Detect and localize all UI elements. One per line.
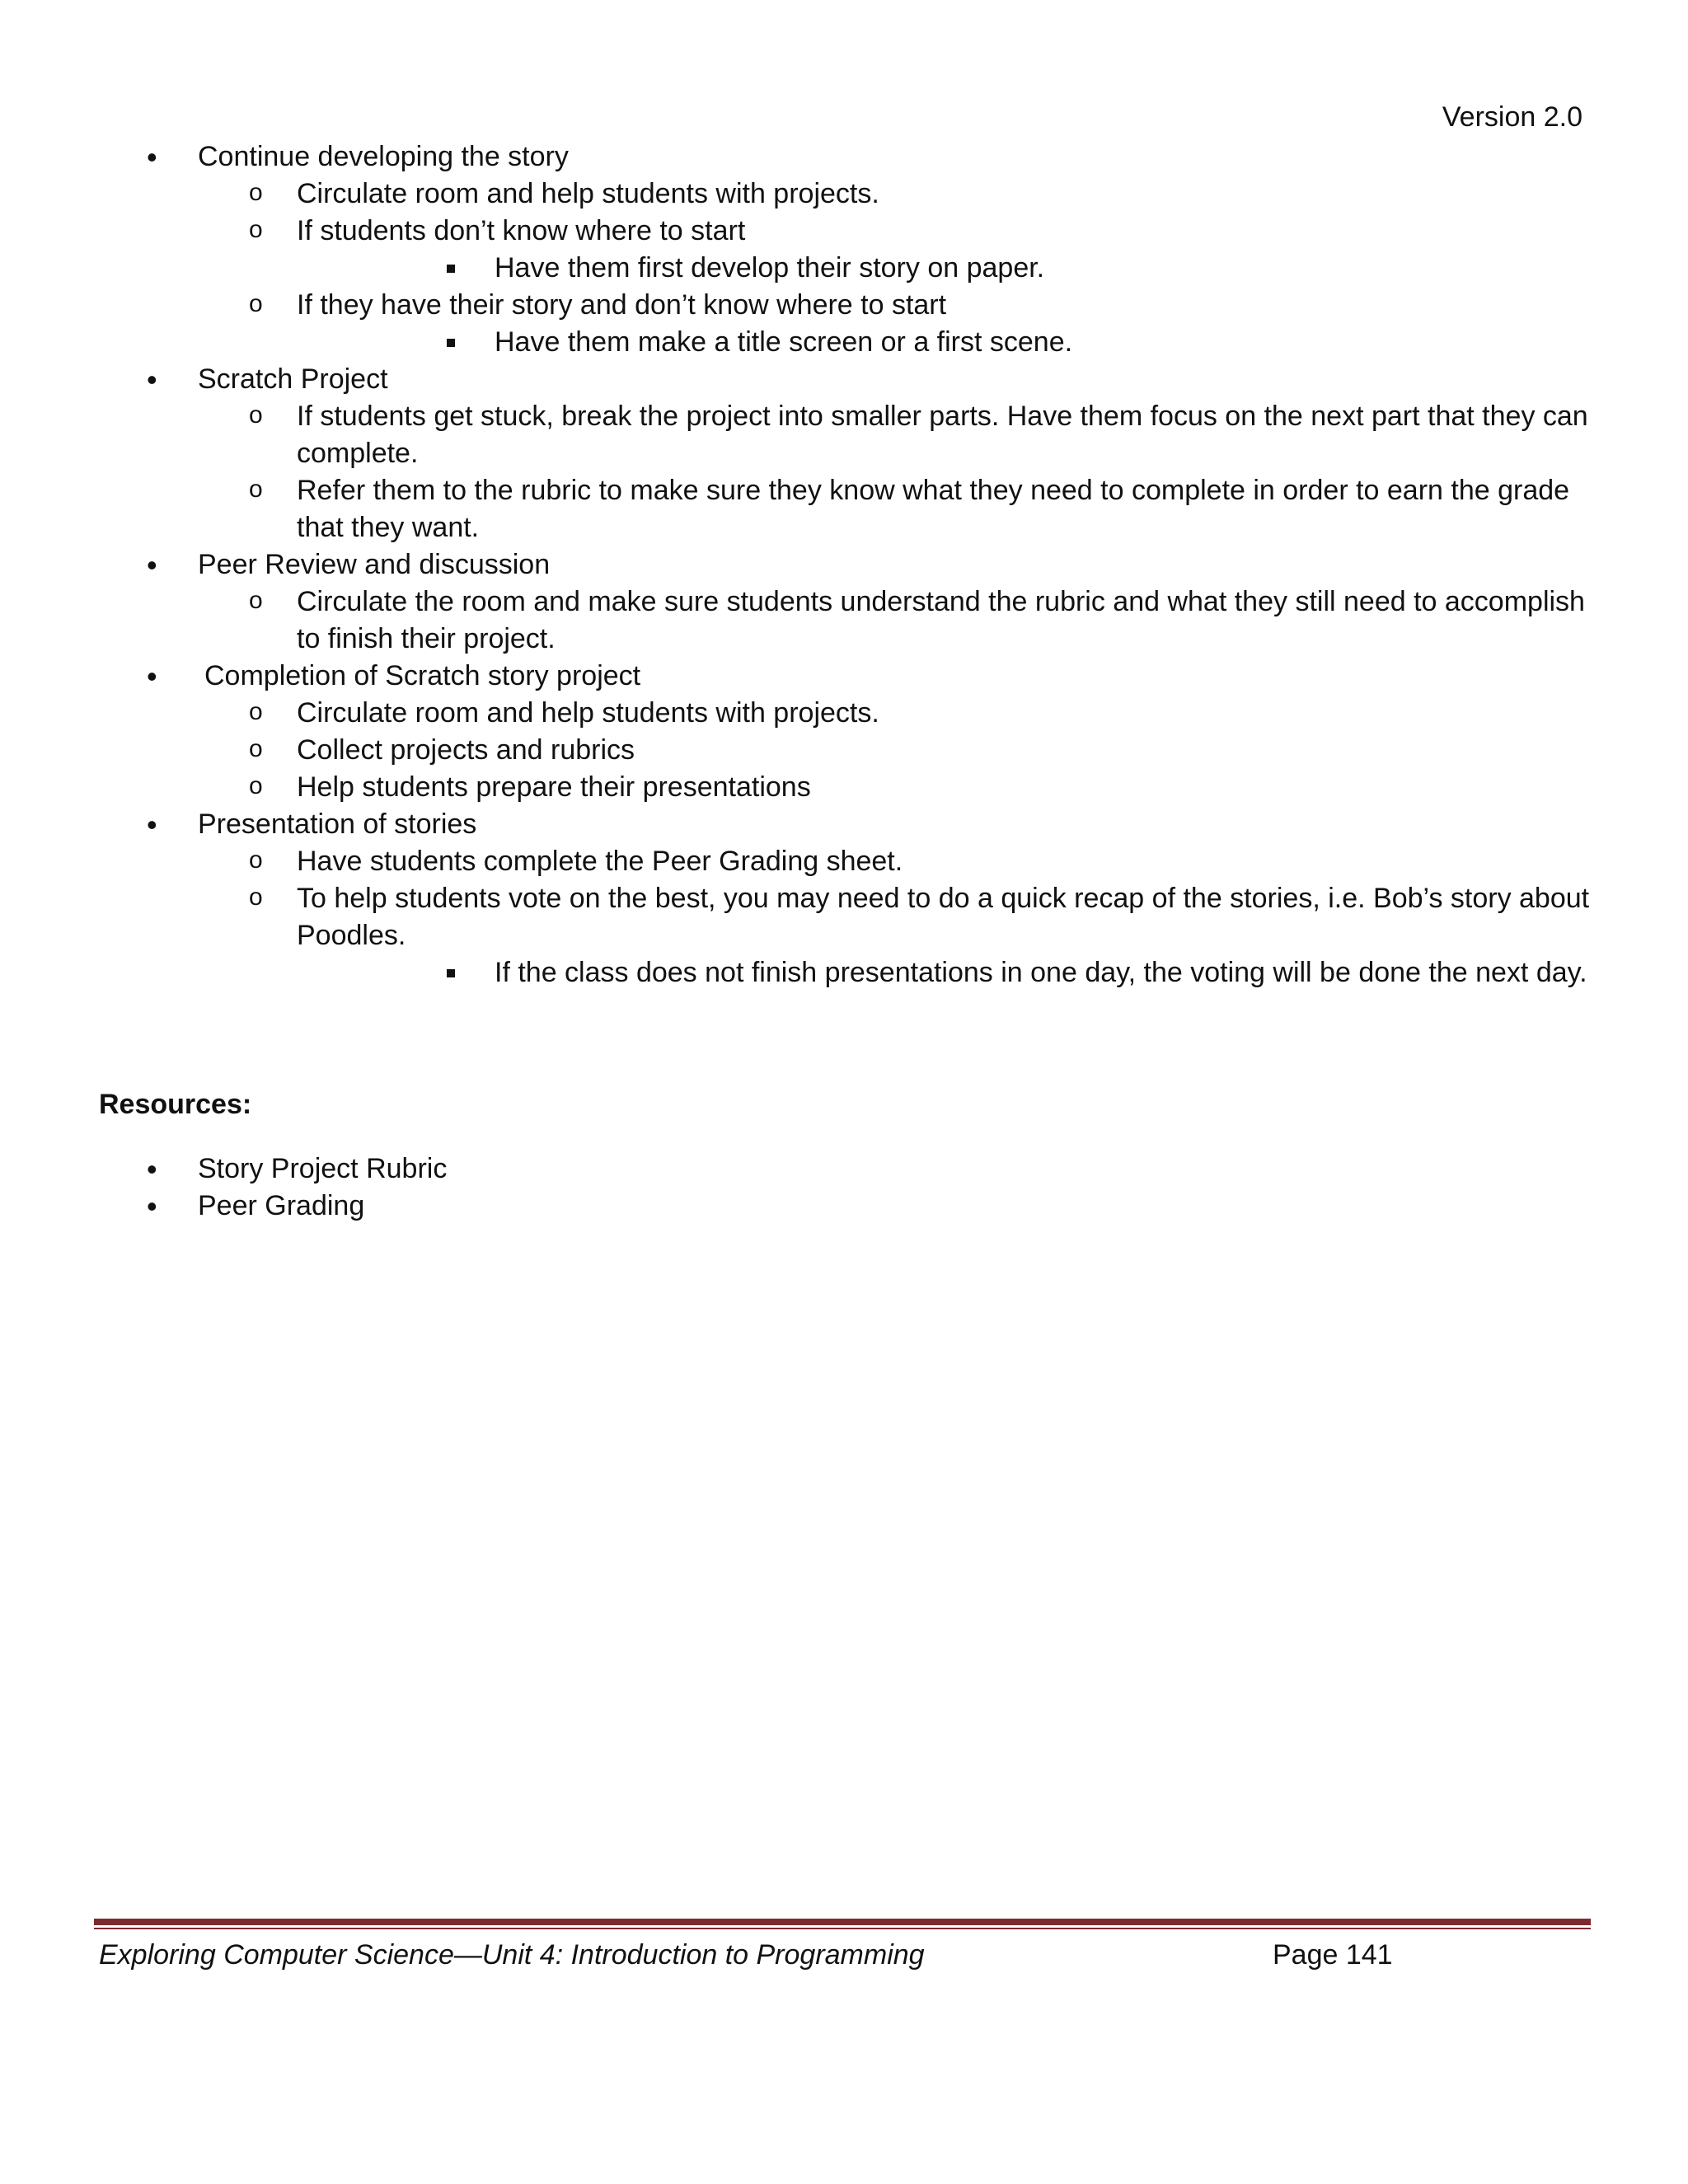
resource-item-text: • Peer Grading <box>198 1190 365 1221</box>
sub-list-item <box>99 398 1599 472</box>
list-item-text: • Peer Review and discussion <box>198 549 551 580</box>
list-item-text: • Completion of Scratch story project <box>204 660 641 691</box>
sub-list-item-text: o If they have their story and don’t know where to start <box>297 289 947 321</box>
list-item <box>99 546 1599 658</box>
resources-list <box>99 1151 447 1225</box>
sub-list-item-text: o If students get stuck, break the project into smaller parts. Have them focus on the next part that they can complete. <box>297 401 1588 469</box>
sub-list-item <box>99 213 1599 287</box>
list-item <box>99 361 1599 546</box>
resource-item-text: • Story Project Rubric <box>198 1153 448 1184</box>
list-item-text: • Presentation of stories <box>198 808 477 840</box>
sub-list-item <box>99 472 1599 546</box>
sub-list-item <box>99 176 1599 213</box>
sub-list-item <box>99 583 1599 658</box>
sub-sub-list-item <box>198 250 1599 287</box>
sub-list-item <box>99 769 1599 806</box>
sub-list-item <box>99 732 1599 769</box>
footer-divider <box>94 1919 1591 1929</box>
sub-sub-list-item <box>198 954 1599 991</box>
sub-list-item-text: o Circulate room and help students with projects. <box>297 697 879 729</box>
list-item-text: • Continue developing the story <box>198 141 569 172</box>
lesson-outline <box>99 138 1599 991</box>
sub-sub-list-item <box>198 324 1599 361</box>
list-item <box>99 138 1599 361</box>
footer-rule-thin <box>94 1928 1591 1929</box>
sub-list-item <box>99 287 1599 361</box>
sub-list-item-text: o Help students prepare their presentations <box>297 771 811 803</box>
resources-heading: Resources: <box>99 1089 252 1120</box>
footer-title: Exploring Computer Science—Unit 4: Introduction to Programming <box>99 1939 925 1971</box>
sub-list-item-text: o Circulate room and help students with projects. <box>297 178 879 209</box>
sub-sub-list-item-text: Have them first develop their story on paper. <box>495 252 1045 284</box>
sub-list-item-text: o Circulate the room and make sure students understand the rubric and what they still need to accomplish to finish their project. <box>297 586 1585 654</box>
footer-rule-thick <box>94 1919 1591 1925</box>
list-item-text: • Scratch Project <box>198 363 388 395</box>
list-item <box>99 806 1599 991</box>
sub-list-item-text: o Collect projects and rubrics <box>297 734 635 766</box>
version-label: Version 2.0 <box>1442 101 1582 133</box>
sub-list-item-text: o Have students complete the Peer Grading sheet. <box>297 846 903 877</box>
sub-list-item <box>99 695 1599 732</box>
list-item <box>99 658 1599 806</box>
sub-list-item <box>99 880 1599 991</box>
sub-list-item-text: o If students don’t know where to start <box>297 215 746 246</box>
resource-item <box>99 1151 447 1188</box>
sub-sub-list-item-text: Have them make a title screen or a first scene. <box>495 326 1073 358</box>
sub-list-item-text: o To help students vote on the best, you may need to do a quick recap of the stories, i.e. Bob’s story about Poodles. <box>297 883 1590 951</box>
sub-list-item-text: o Refer them to the rubric to make sure they know what they need to complete in order to earn the grade that they want. <box>297 475 1570 543</box>
resource-item <box>99 1188 447 1225</box>
page-number: Page 141 <box>1273 1939 1393 1971</box>
sub-sub-list-item-text: If the class does not finish presentations in one day, the voting will be done the next day. <box>495 957 1587 988</box>
sub-list-item <box>99 843 1599 880</box>
